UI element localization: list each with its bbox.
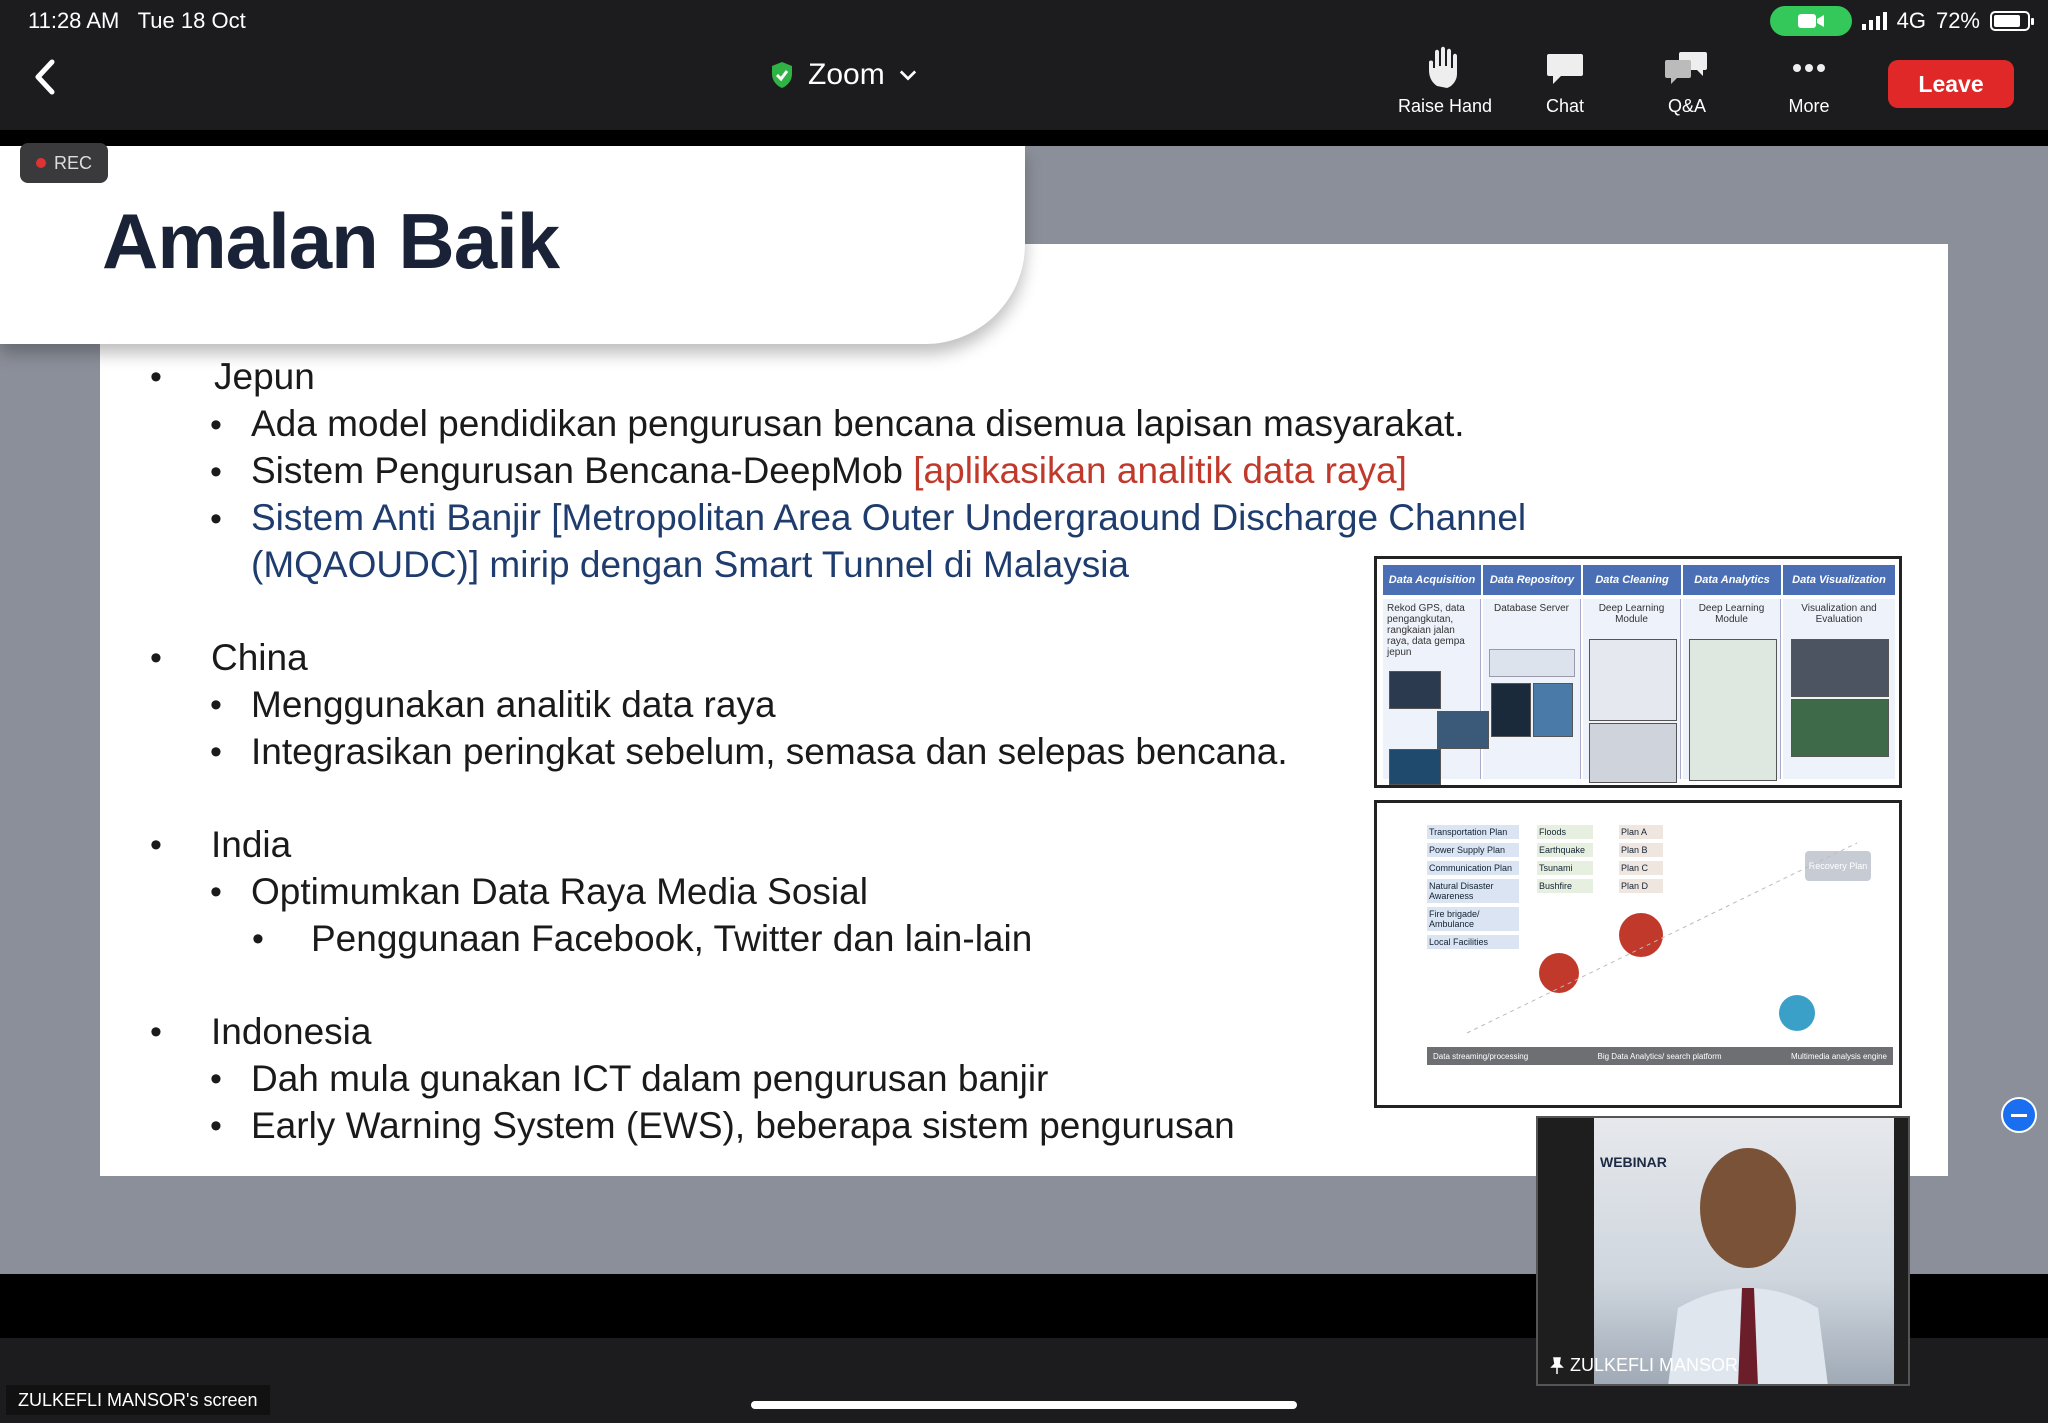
slide-item-text: Sistem Pengurusan Bencana-DeepMob — [251, 450, 914, 491]
record-dot-icon — [36, 158, 46, 168]
plan-item: Power Supply Plan — [1427, 843, 1519, 857]
slide-subitem: Penggunaan Facebook, Twitter dan lain-lain — [311, 918, 1033, 959]
status-date: Tue 18 Oct — [137, 8, 246, 33]
response-plan-item: Plan A — [1619, 825, 1663, 839]
section-heading: Jepun — [214, 356, 315, 397]
slide-item — [251, 450, 1407, 492]
plan-item: Communication Plan — [1427, 861, 1519, 875]
response-plan-item: Plan C — [1619, 861, 1663, 875]
camera-active-icon — [1770, 6, 1852, 36]
qa-bubbles-icon — [1663, 46, 1711, 90]
hazard-item: Bushfire — [1537, 879, 1593, 893]
chevron-down-icon — [899, 69, 917, 81]
bullet-icon: • — [210, 686, 222, 724]
slide-item: Ada model pendidikan pengurusan bencana disemua lapisan masyarakat. — [251, 403, 1465, 444]
recovery-plan-box: Recovery Plan — [1805, 851, 1871, 881]
chat-bubble-icon — [1543, 46, 1587, 90]
pipeline-note: Rekod GPS, data pengangkutan, rangkaian jalan raya, data gempa jepun — [1387, 603, 1465, 658]
platform-label: Big Data Analytics/ search platform — [1597, 1051, 1722, 1061]
bullet-icon: • — [210, 453, 222, 491]
pipeline-note: Visualization and Evaluation — [1801, 603, 1877, 625]
status-time: 11:28 AM — [28, 8, 120, 33]
bullet-icon: • — [150, 826, 162, 864]
shared-screen-label: ZULKEFLI MANSOR's screen — [6, 1385, 270, 1415]
bullet-icon: • — [150, 358, 162, 396]
webinar-banner: WEBINAR — [1600, 1154, 1667, 1170]
meeting-title-dropdown[interactable] — [770, 58, 917, 92]
chat-label: Chat — [1545, 96, 1585, 116]
hazard-item: Tsunami — [1537, 861, 1593, 875]
map-thumbnail — [1533, 683, 1573, 737]
plan-item: Transportation Plan — [1427, 825, 1519, 839]
map-thumbnail — [1437, 711, 1489, 749]
pipeline-note: Deep Learning Module — [1598, 603, 1665, 625]
back-button[interactable] — [24, 52, 64, 102]
slide-item: Integrasikan peringkat sebelum, semasa dan selepas bencana. — [251, 731, 1288, 772]
more-dots-icon — [1787, 46, 1831, 90]
bullet-icon: • — [210, 500, 222, 538]
recording-badge — [20, 143, 108, 183]
pipeline-note: Deep Learning Module — [1698, 603, 1765, 625]
meeting-title: Zoom — [808, 58, 885, 91]
pipeline-stage: Data Visualization — [1783, 565, 1895, 595]
bullet-icon: • — [150, 1013, 162, 1051]
pipeline-diagram — [1374, 556, 1902, 788]
bullet-icon: • — [210, 1060, 222, 1098]
pipeline-note: Database Server — [1493, 603, 1570, 614]
map-thumbnail — [1791, 699, 1889, 757]
network-label: 4G — [1896, 8, 1926, 33]
participant-figure — [1658, 1128, 1838, 1386]
bullet-icon: • — [150, 639, 162, 677]
battery-icon — [1990, 11, 2030, 31]
response-plan-item: Plan B — [1619, 843, 1663, 857]
platform-label: Multimedia analysis engine — [1790, 1051, 1887, 1061]
participant-name-label: ZULKEFLI MANSOR — [1570, 1355, 1739, 1375]
bullet-icon: • — [210, 406, 222, 444]
section-heading: China — [211, 637, 308, 678]
divider — [0, 130, 2048, 146]
raise-hand-button[interactable] — [1390, 46, 1500, 126]
pipeline-stage: Data Repository — [1483, 565, 1581, 595]
leave-button[interactable]: Leave — [1888, 60, 2014, 108]
battery-label: 72% — [1935, 8, 1980, 33]
qa-button[interactable] — [1632, 46, 1742, 126]
status-time-date — [28, 8, 246, 34]
more-button[interactable] — [1754, 46, 1864, 126]
response-plan-item: Plan D — [1619, 879, 1663, 893]
status-right — [1770, 6, 2030, 36]
bullet-icon: • — [210, 733, 222, 771]
map-thumbnail — [1389, 749, 1441, 785]
chat-button[interactable] — [1510, 46, 1620, 126]
bullet-icon: • — [210, 1107, 222, 1145]
section-heading: Indonesia — [211, 1011, 372, 1052]
server-icons — [1589, 723, 1677, 783]
raise-hand-label: Raise Hand — [1397, 96, 1493, 116]
map-thumbnail — [1389, 671, 1441, 709]
pipeline-stage: Data Analytics — [1683, 565, 1781, 595]
slide-item: Sistem Anti Banjir [Metropolitan Area Outer Undergraound Discharge Channel — [251, 497, 1527, 538]
participant-video[interactable] — [1536, 1116, 1910, 1386]
slide-item: Dah mula gunakan ICT dalam pengurusan banjir — [251, 1058, 1049, 1099]
status-bar — [0, 0, 2048, 44]
minus-icon — [2011, 1114, 2027, 1117]
slide-item: Early Warning System (EWS), beberapa sistem pengurusan — [251, 1105, 1235, 1146]
hand-icon — [1425, 46, 1465, 90]
slide-item: Menggunakan analitik data raya — [251, 684, 776, 725]
pipeline-stage: Data Cleaning — [1583, 565, 1681, 595]
pin-icon — [1550, 1357, 1564, 1375]
plan-item: Fire brigade/ Ambulance — [1427, 907, 1519, 931]
chevron-left-icon — [24, 52, 64, 102]
rec-label: REC — [53, 152, 92, 173]
platform-footer — [1427, 1047, 1893, 1065]
slide-item-continued: (MQAOUDC)] mirip dengan Smart Tunnel di Malaysia — [251, 544, 1130, 585]
meeting-toolbar — [0, 44, 2048, 130]
plan-item: Natural Disaster Awareness — [1427, 879, 1519, 903]
plans-diagram — [1374, 800, 1902, 1108]
qa-label: Q&A — [1667, 96, 1706, 116]
server-icons — [1489, 649, 1575, 677]
slide-item-highlight: [aplikasikan analitik data raya] — [913, 450, 1407, 491]
bullet-icon: • — [252, 920, 264, 958]
more-label: More — [1788, 96, 1830, 116]
bullet-icon: • — [210, 873, 222, 911]
section-heading: India — [211, 824, 292, 865]
shield-check-icon — [770, 61, 794, 89]
hazard-item: Earthquake — [1537, 843, 1593, 857]
plan-item: Local Facilities — [1427, 935, 1519, 949]
home-indicator[interactable] — [751, 1401, 1297, 1409]
pipeline-stage: Data Acquisition — [1383, 565, 1481, 595]
hazard-item: Floods — [1537, 825, 1593, 839]
signal-icon — [1862, 12, 1887, 30]
slide-title: Amalan Baik — [102, 197, 560, 285]
platform-label: Data streaming/processing — [1433, 1051, 1529, 1061]
neural-network-graph — [1689, 639, 1777, 781]
map-thumbnail — [1791, 639, 1889, 697]
map-thumbnail — [1491, 683, 1531, 737]
minimize-video-button[interactable] — [2001, 1097, 2037, 1133]
network-graph — [1589, 639, 1677, 721]
participant-name — [1550, 1355, 1738, 1376]
slide-item: Optimumkan Data Raya Media Sosial — [251, 871, 868, 912]
